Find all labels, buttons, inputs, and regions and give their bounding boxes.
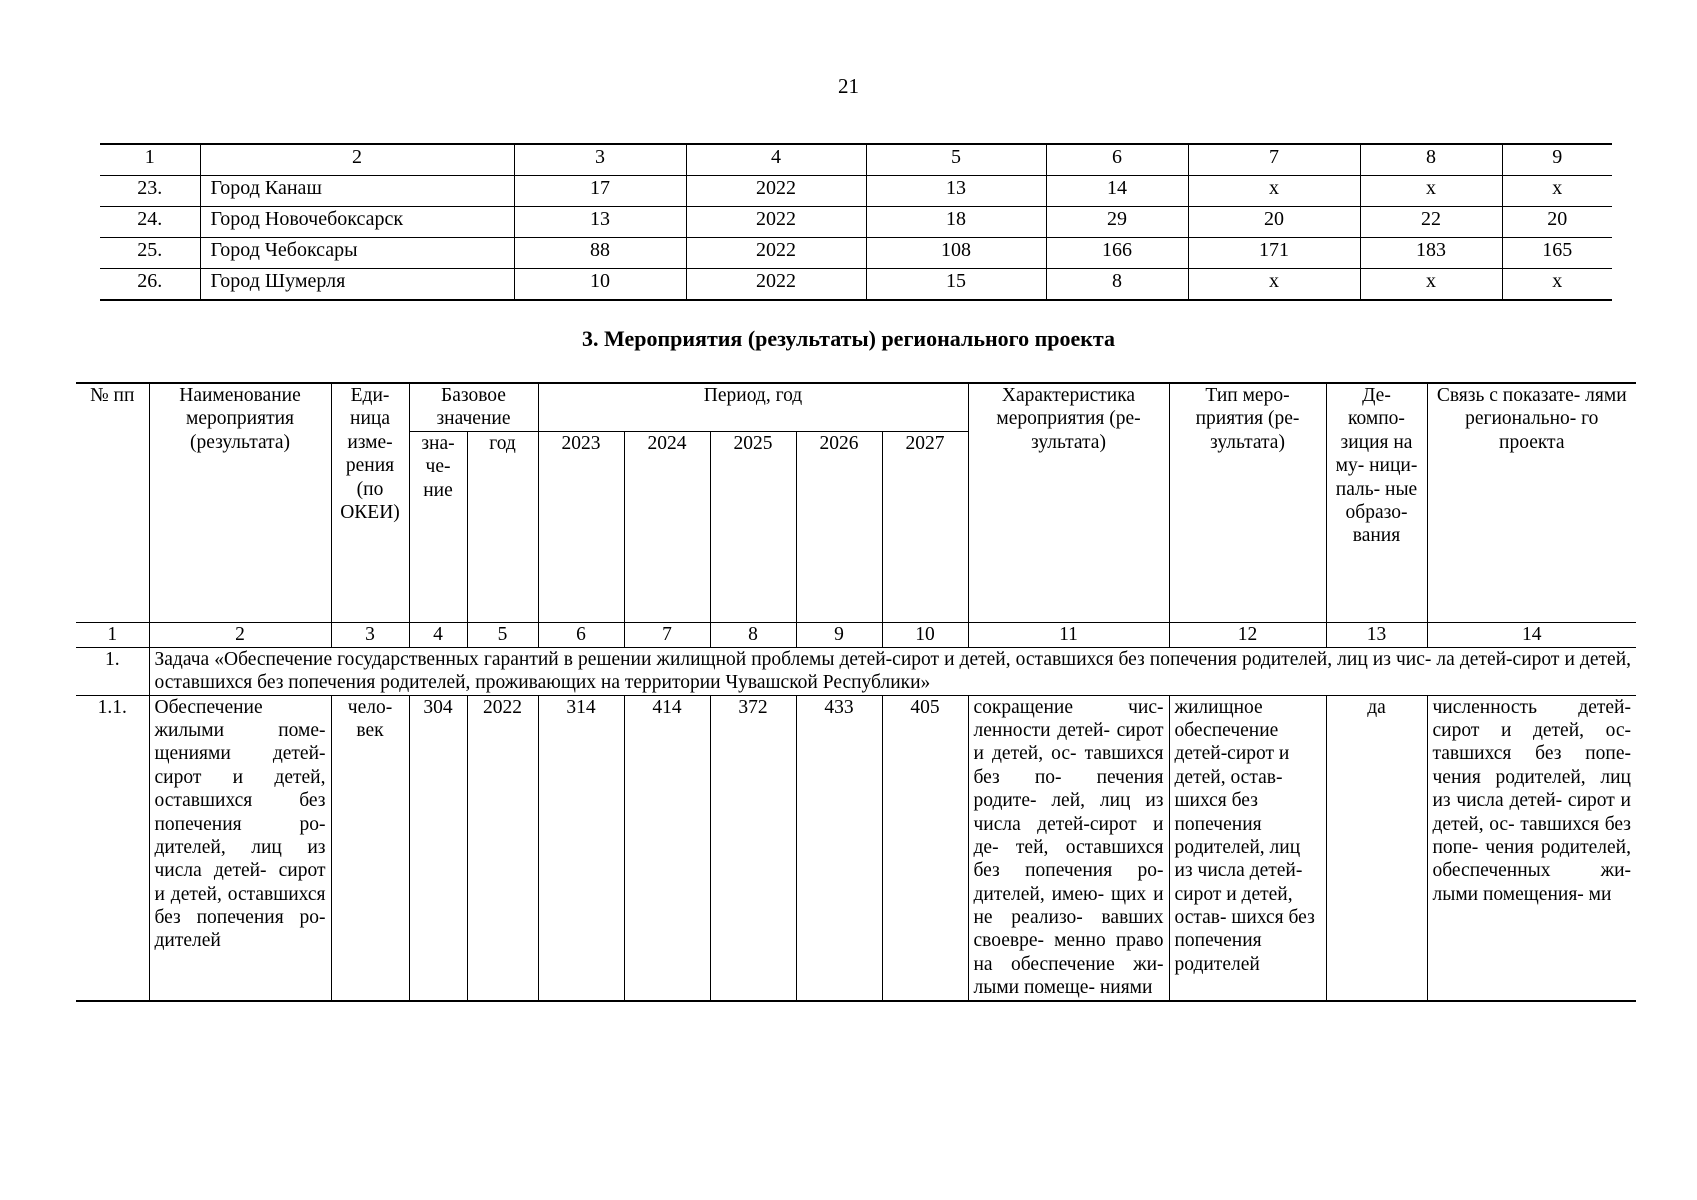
- table-cell: x: [1360, 176, 1502, 207]
- table-cell: x: [1502, 269, 1612, 301]
- activity-name: Обеспечение жилыми поме- щениями детей- сирот и детей, оставшихся без попечения ро- дителей, лиц из числа детей- сирот и детей, оставшихся без попечения ро- дителей: [149, 695, 331, 1001]
- activity-characteristic: сокращение чис- ленности детей- сирот и детей, ос- тавшихся без по- печения родите- лей, лиц из числа детей-сирот и де- тей, оставшихся без попечения ро- дителей, имею- щих и не реализо- вавших своевре- менно право на обеспечение жи- лыми помеще- ниями: [968, 695, 1169, 1001]
- column-number: 2: [200, 144, 514, 176]
- column-number: 12: [1169, 622, 1326, 647]
- table-cell: 2022: [686, 238, 866, 269]
- column-number: 8: [710, 622, 796, 647]
- column-number: 9: [1502, 144, 1612, 176]
- header-characteristic: Характеристика мероприятия (ре- зультата): [968, 383, 1169, 622]
- header-base-year: год: [467, 431, 538, 622]
- table-cell: 20: [1502, 207, 1612, 238]
- table-cell: 24.: [100, 207, 200, 238]
- header-unit: Еди- ница изме- рения (по ОКЕИ): [331, 383, 409, 622]
- table-cell: 18: [866, 207, 1046, 238]
- column-number: 2: [149, 622, 331, 647]
- column-number: 1: [76, 622, 149, 647]
- column-number: 6: [1046, 144, 1188, 176]
- header-type: Тип меро- приятия (ре- зультата): [1169, 383, 1326, 622]
- table-cell: 20: [1188, 207, 1360, 238]
- table-cell: Город Шумерля: [200, 269, 514, 301]
- table-cell: 25.: [100, 238, 200, 269]
- activity-base-year: 2022: [467, 695, 538, 1001]
- table-cell: 13: [866, 176, 1046, 207]
- column-number: 10: [882, 622, 968, 647]
- table-cell: 2022: [686, 269, 866, 301]
- column-numbers-row: [100, 144, 1612, 176]
- section-title: 3. Мероприятия (результаты) регионального проекта: [581, 326, 1116, 351]
- activity-num: 1.1.: [76, 695, 149, 1001]
- table-cell: Город Канаш: [200, 176, 514, 207]
- table-cell: 15: [866, 269, 1046, 301]
- activity-value: 414: [624, 695, 710, 1001]
- column-number: 4: [686, 144, 866, 176]
- table-cell: 10: [514, 269, 686, 301]
- column-number: 7: [1188, 144, 1360, 176]
- task-num: 1.: [76, 647, 149, 695]
- table-row: [100, 176, 1612, 207]
- table-cell: 13: [514, 207, 686, 238]
- header-year: 2025: [710, 431, 796, 622]
- header-year: 2027: [882, 431, 968, 622]
- table-cell: 165: [1502, 238, 1612, 269]
- table-cell: 183: [1360, 238, 1502, 269]
- table-cell: x: [1188, 269, 1360, 301]
- activity-row: [76, 695, 1636, 1001]
- table-cell: 88: [514, 238, 686, 269]
- column-number: 5: [467, 622, 538, 647]
- table-cell: x: [1360, 269, 1502, 301]
- header-num: № пп: [76, 383, 149, 622]
- table-cell: 2022: [686, 207, 866, 238]
- table-cell: 171: [1188, 238, 1360, 269]
- column-number: 3: [331, 622, 409, 647]
- activity-value: 405: [882, 695, 968, 1001]
- header-year: 2023: [538, 431, 624, 622]
- table-cell: x: [1502, 176, 1612, 207]
- table-cell: x: [1188, 176, 1360, 207]
- column-number: 14: [1427, 622, 1636, 647]
- table-cell: 8: [1046, 269, 1188, 301]
- table-row: [100, 207, 1612, 238]
- activity-base-value: 304: [409, 695, 467, 1001]
- header-base-value: зна- че- ние: [409, 431, 467, 622]
- page-number: 21: [838, 74, 859, 98]
- header-year: 2024: [624, 431, 710, 622]
- table-cell: 29: [1046, 207, 1188, 238]
- column-number: 4: [409, 622, 467, 647]
- column-number: 13: [1326, 622, 1427, 647]
- table-row: [100, 238, 1612, 269]
- table-cell: 14: [1046, 176, 1188, 207]
- activity-link: численность детей- сирот и детей, ос- тавшихся без попе- чения родителей, лиц из числа детей- сирот и детей, ос- тавшихся без попе- чения родителей, обеспеченных жи- лыми помещения- ми: [1427, 695, 1636, 1001]
- table-row: [100, 269, 1612, 301]
- column-number: 1: [100, 144, 200, 176]
- header-row: [76, 383, 1636, 431]
- activity-unit: чело- век: [331, 695, 409, 1001]
- task-row: [76, 647, 1636, 695]
- table-cell: 17: [514, 176, 686, 207]
- activity-decomposition: да: [1326, 695, 1427, 1001]
- table-cell: 166: [1046, 238, 1188, 269]
- activity-type: жилищное обеспечение детей-сирот и детей, остав- шихся без попечения родителей, лиц из числа детей-сирот и детей, остав- шихся без попечения родителей: [1169, 695, 1326, 1001]
- table-cell: 26.: [100, 269, 200, 301]
- header-link: Связь с показате- лями регионально- го проекта: [1427, 383, 1636, 622]
- activity-value: 433: [796, 695, 882, 1001]
- column-number: 8: [1360, 144, 1502, 176]
- project-activities-table: [76, 382, 1636, 1002]
- column-number: 3: [514, 144, 686, 176]
- table-cell: Город Чебоксары: [200, 238, 514, 269]
- table-cell: 22: [1360, 207, 1502, 238]
- column-number: 9: [796, 622, 882, 647]
- column-number: 11: [968, 622, 1169, 647]
- activity-value: 314: [538, 695, 624, 1001]
- header-name: Наименование мероприятия (результата): [149, 383, 331, 622]
- column-number: 5: [866, 144, 1046, 176]
- municipal-indicators-table: [100, 143, 1612, 301]
- column-number: 7: [624, 622, 710, 647]
- header-year: 2026: [796, 431, 882, 622]
- header-decomposition: Де- компо- зиция на му- ници- паль- ные образо- вания: [1326, 383, 1427, 622]
- task-text: Задача «Обеспечение государственных гарантий в решении жилищной проблемы детей-сирот и детей, оставшихся без попечения родителей, лиц из чис- ла детей-сирот и детей, оставшихся без попечения родителей, проживающих на территории Чувашской Республики»: [149, 647, 1636, 695]
- activity-value: 372: [710, 695, 796, 1001]
- table-cell: 2022: [686, 176, 866, 207]
- table-cell: 108: [866, 238, 1046, 269]
- column-numbers-row: [76, 622, 1636, 647]
- column-number: 6: [538, 622, 624, 647]
- header-period: Период, год: [538, 383, 968, 431]
- table-cell: Город Новочебоксарск: [200, 207, 514, 238]
- header-base: Базовое значение: [409, 383, 538, 431]
- table-cell: 23.: [100, 176, 200, 207]
